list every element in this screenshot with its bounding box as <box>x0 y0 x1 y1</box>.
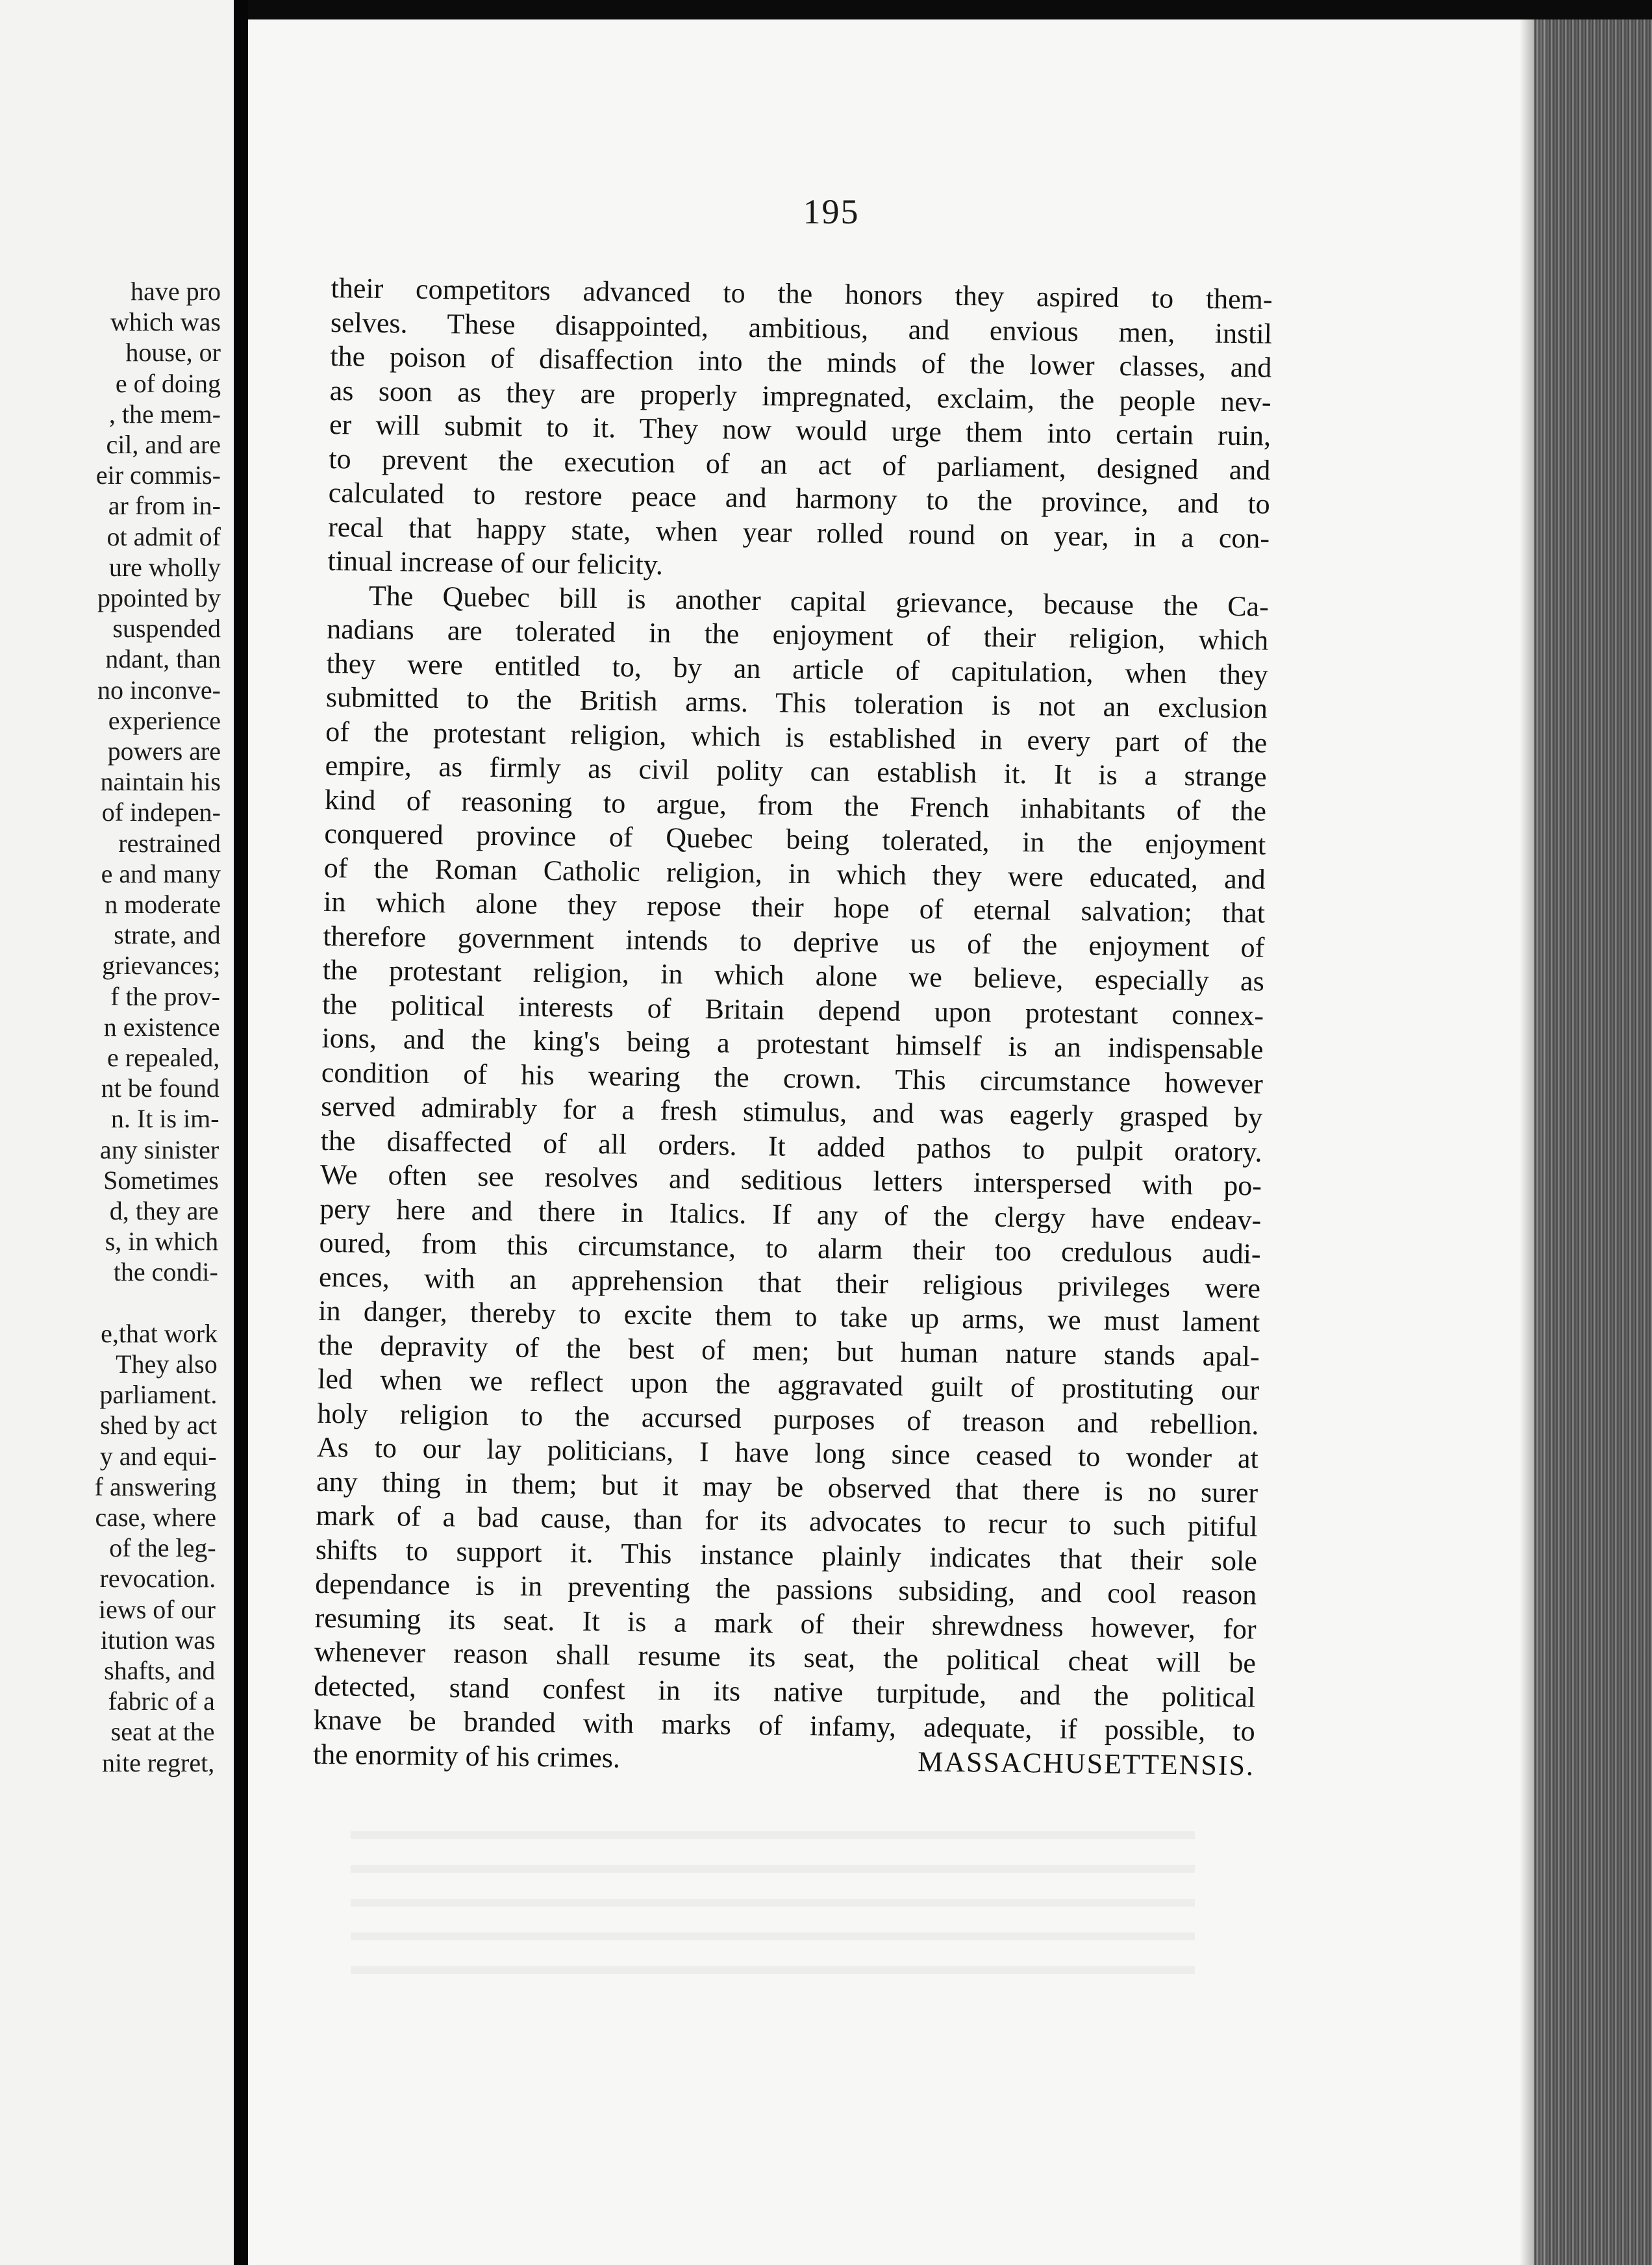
text-line: the poison of disaffection into the minds of the lower classes, and <box>330 340 1272 384</box>
bleed-through-shadow <box>351 1805 1195 2000</box>
text-line: in which alone they repose their hope of eternal salvation; that <box>323 885 1266 929</box>
left-page-line: f the prov- <box>110 981 220 1011</box>
left-page-line: iews of our <box>98 1594 216 1624</box>
page-fore-edge <box>1534 19 1652 2265</box>
left-page-line: e and many <box>101 858 221 888</box>
left-page-line: suspended <box>112 614 221 644</box>
left-page-line: naintain his <box>100 767 221 797</box>
left-page-line: fabric of a <box>108 1686 215 1716</box>
text-line: tinual increase of our felicity. <box>327 544 664 581</box>
text-line: dependance is in preventing the passions subsiding, and cool reason <box>315 1567 1257 1611</box>
left-page <box>0 0 234 2265</box>
body-text <box>313 271 1273 1783</box>
left-page-line: the condi- <box>113 1257 218 1287</box>
left-page-line: have pro <box>131 277 221 306</box>
text-line: The Quebec bill is another capital grievance, because the Ca- <box>368 579 1270 623</box>
left-page-line: ppointed by <box>97 583 221 612</box>
left-page-line: which was <box>110 307 221 337</box>
left-page-line: Sometimes <box>103 1165 219 1195</box>
left-page-line: any sinister <box>99 1134 219 1164</box>
text-line: empire, as firmly as civil polity can establish it. It is a strange <box>325 749 1267 793</box>
closing-text: the enormity of his crimes. <box>312 1738 621 1774</box>
signature: MASSACHUSETTENSIS. <box>917 1745 1255 1782</box>
text-line: pery here and there in Italics. If any of the clergy have endeav- <box>319 1192 1262 1236</box>
left-page-line: ure wholly <box>108 552 221 582</box>
left-page-line: ar from in- <box>108 491 221 521</box>
text-line: ions, and the king's being a protestant himself is an indispensable <box>321 1021 1264 1066</box>
left-page-line: e repealed, <box>107 1043 220 1072</box>
text-line: holy religion to the accursed purposes of treason and rebellion. <box>317 1397 1259 1441</box>
text-line: led when we reflect upon the aggravated guilt of prostituting our <box>317 1362 1260 1407</box>
left-page-line: grievances; <box>102 951 221 981</box>
text-line: therefore government intends to deprive us of the enjoyment of <box>323 920 1265 964</box>
left-page-line: e of doing <box>115 368 221 398</box>
left-page-line: ndant, than <box>105 644 221 674</box>
page-number: 195 <box>803 192 860 231</box>
left-page-line: itution was <box>100 1625 216 1655</box>
top-edge-shadow <box>248 0 1652 19</box>
left-page-line: strate, and <box>114 920 221 950</box>
book-gutter <box>234 0 248 2265</box>
text-line: their competitors advanced to the honors they aspired to them- <box>331 271 1273 316</box>
text-line: knave be branded with marks of infamy, adequate, if possible, to <box>313 1703 1255 1747</box>
text-line: to prevent the execution of an act of parliament, designed and <box>329 442 1271 486</box>
left-page-line: of indepen- <box>101 797 221 827</box>
left-page-line: ot admit of <box>106 521 221 551</box>
left-page-line: eir commis- <box>95 460 221 490</box>
left-page-line: n moderate <box>105 890 221 919</box>
text-line: served admirably for a fresh stimulus, and was eagerly grasped by <box>320 1090 1263 1134</box>
left-page-line: d, they are <box>109 1196 219 1225</box>
left-page-line: They also <box>116 1349 218 1379</box>
left-page-line: seat at the <box>110 1717 215 1747</box>
text-line: selves. These disappointed, ambitious, and envious men, instil <box>330 306 1273 350</box>
text-line: submitted to the British arms. This toleration is not an exclusion <box>325 681 1268 725</box>
text-line: any thing in them; but it may be observed that there is no surer <box>316 1465 1258 1509</box>
text-line: nadians are tolerated in the enjoyment of their religion, which <box>326 612 1269 657</box>
text-line: the disaffected of all orders. It added pathos to pulpit oratory. <box>320 1124 1262 1168</box>
text-line: conquered province of Quebec being tolerated, in the enjoyment <box>324 817 1266 861</box>
left-page-line: n. It is im- <box>110 1104 219 1134</box>
left-page-line: s, in which <box>105 1227 219 1257</box>
left-page-line: house, or <box>125 338 221 368</box>
left-page-line: powers are <box>107 736 221 766</box>
text-line: mark of a bad cause, than for its advocates to recur to such pitiful <box>316 1499 1258 1543</box>
text-line: as soon as they are properly impregnated, exclaim, the people nev- <box>329 374 1271 418</box>
text-line: kind of reasoning to argue, from the French inhabitants of the <box>324 783 1267 827</box>
left-page-line: f answering <box>94 1471 217 1501</box>
text-line: As to our lay politicians, I have long since ceased to wonder at <box>316 1431 1259 1475</box>
text-line: shifts to support it. This instance plainly indicates that their sole <box>315 1533 1258 1577</box>
left-page-line: shafts, and <box>104 1656 216 1685</box>
left-page-line: e,that work <box>101 1318 218 1348</box>
left-page-line: nt be found <box>101 1073 219 1103</box>
text-line: er will submit to it. They now would urge them into certain ruin, <box>329 408 1271 452</box>
text-line: the political interests of Britain depend upon protestant connex- <box>321 988 1264 1032</box>
text-line: of the Roman Catholic religion, in which they were educated, and <box>323 851 1266 895</box>
left-page-line: cil, and are <box>106 430 221 459</box>
left-page-line: , the mem- <box>108 399 221 429</box>
text-line: resuming its seat. It is a mark of their shrewdness however, for <box>314 1601 1257 1646</box>
left-page-line: y and equi- <box>99 1441 217 1471</box>
left-page-line: nite regret, <box>101 1747 215 1777</box>
text-line: ences, with an apprehension that their religious privileges were <box>318 1260 1261 1305</box>
left-page-line: of the leg- <box>109 1533 216 1563</box>
left-page-line: case, where <box>95 1503 216 1532</box>
text-line: they were entitled to, by an article of capitulation, when they <box>326 647 1268 691</box>
text-line: detected, stand confest in its native turpitude, and the political <box>314 1670 1256 1714</box>
left-page-line: experience <box>108 705 221 735</box>
text-line: oured, from this circumstance, to alarm their too credulous audi- <box>319 1226 1261 1270</box>
text-line: of the protestant religion, which is established in every part of the <box>325 715 1268 759</box>
text-line: the depravity of the best of men; but human nature stands apal- <box>318 1329 1260 1373</box>
text-line: whenever reason shall resume its seat, the political cheat will be <box>314 1635 1257 1679</box>
text-line: condition of his wearing the crown. This circumstance however <box>321 1056 1264 1100</box>
left-page-line: parliament. <box>99 1380 218 1410</box>
text-line: We often see resolves and seditious letters interspersed with po- <box>319 1158 1262 1202</box>
left-page-line: no inconve- <box>97 675 221 705</box>
text-line: the protestant religion, in which alone we believe, especially as <box>322 953 1265 997</box>
left-page-line: revocation. <box>99 1564 216 1594</box>
left-page-line: shed by act <box>100 1410 218 1440</box>
left-page-line: restrained <box>118 828 221 858</box>
text-line: in danger, thereby to excite them to take up arms, we must lament <box>318 1294 1260 1338</box>
left-page-line: n existence <box>103 1012 220 1042</box>
text-line: calculated to restore peace and harmony to the province, and to <box>328 476 1271 520</box>
text-line: recal that happy state, when year rolled round on year, in a con- <box>327 510 1270 555</box>
